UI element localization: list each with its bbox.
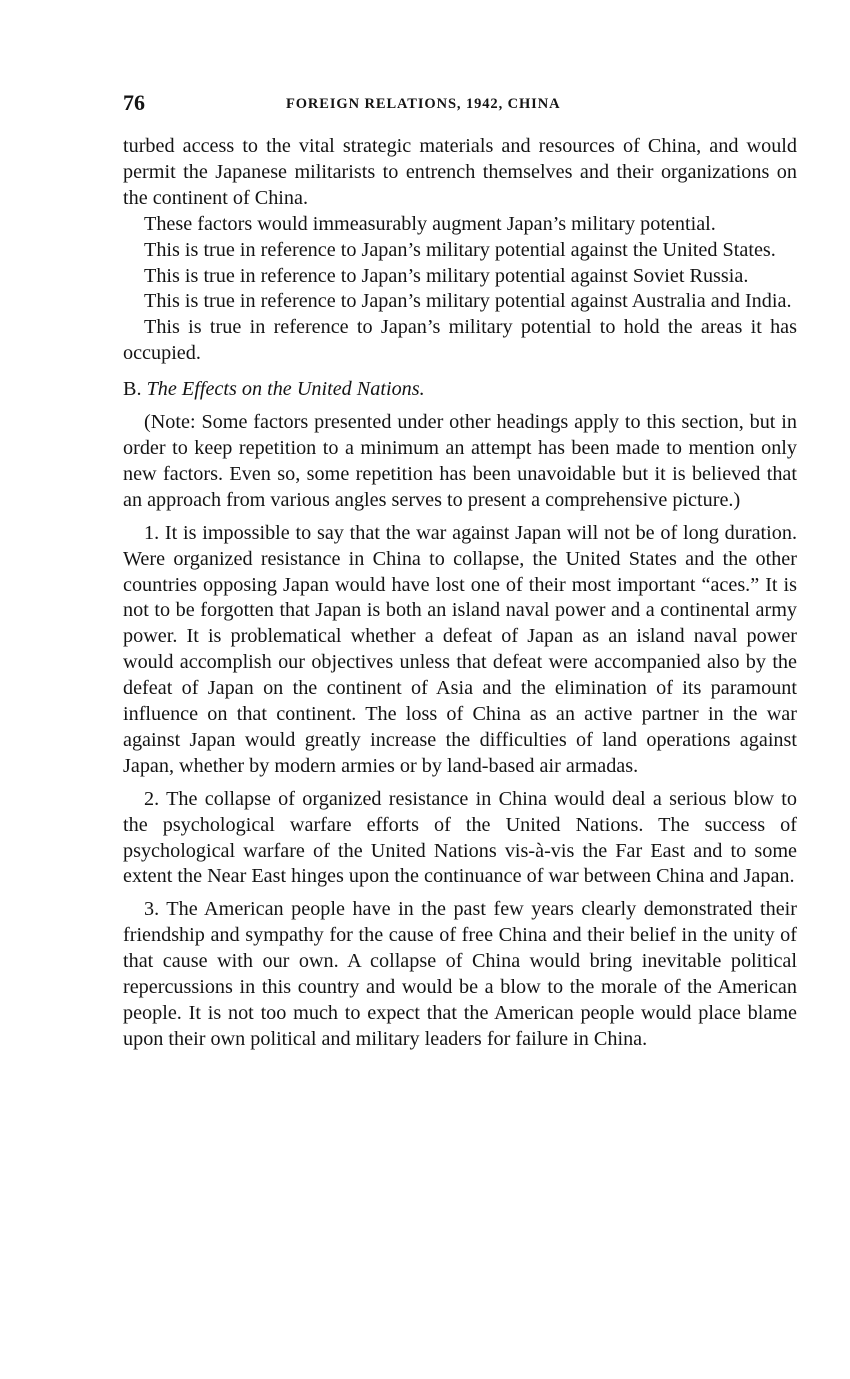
paragraph-point-3: 3. The American people have in the past few years clearly demonstrated their friendship and sympathy for the cause of free China and their belief in the unity of that cause with our own. A collapse of China would bring inevitable political repercussions in this country and would be a blow to the morale of the American people. It is not too much to expect that the American people would place blame upon their own political and military leaders for failure in China.: [123, 898, 797, 1050]
paragraph-note: (Note: Some factors presented under other headings apply to this section, but in order to keep repetition to a minimum an attempt has been made to mention only new factors. Even so, some repetition has been unavoidable but it is believed that an approach from various angles serves to present a comprehensive picture.): [123, 411, 797, 511]
paragraph-australia-india: This is true in reference to Japan’s military potential against Australia and India.: [144, 290, 792, 313]
paragraph-point-1: 1. It is impossible to say that the war against Japan will not be of long duration. Were organized resistance in China to collapse, the United States and the other countries opposing Japan would have lost one of their most important “aces.” It is not to be forgotten that Japan is both an island naval power and a continental army power. It is problematical whether a defeat of Japan as an island naval power would accomplish our objectives unless that defeat were accompanied also by the defeat of Japan on the continent of Asia and the elimination of its paramount influence on that continent. The loss of China as an active partner in the war against Japan would greatly increase the difficulties of land operations against Japan, whether by modern armies or by land-based air armadas.: [123, 521, 797, 777]
body-text: [123, 134, 797, 1053]
paragraph-soviet-russia: This is true in reference to Japan’s military potential against Soviet Russia.: [144, 264, 749, 287]
paragraph-united-states: This is true in reference to Japan’s military potential against the United States.: [144, 238, 776, 261]
document-page: [123, 90, 797, 1053]
paragraph-point-2: 2. The collapse of organized resistance in China would deal a serious blow to the psychological warfare efforts of the United Nations. The success of psychological warfare of the United Nations vis-à-vis the Far East and to some extent the Near East hinges upon the continuance of war between China and Japan.: [123, 787, 797, 888]
paragraph-factors: These factors would immeasurably augment Japan’s military potential.: [144, 212, 716, 235]
page-header: [123, 90, 797, 120]
section-heading: [123, 377, 797, 403]
paragraph-occupied-areas: This is true in reference to Japan’s military potential to hold the areas it has occupied.: [123, 316, 797, 365]
page-number: 76: [123, 90, 145, 115]
section-letter: B.: [123, 378, 142, 401]
section-title: The Effects on the United Nations.: [146, 378, 425, 401]
running-head: FOREIGN RELATIONS, 1942, CHINA: [286, 96, 561, 112]
paragraph-continued: turbed access to the vital strategic materials and resources of China, and would permit the Japanese militarists to entrench themselves and their organizations on the continent of China.: [123, 135, 797, 209]
